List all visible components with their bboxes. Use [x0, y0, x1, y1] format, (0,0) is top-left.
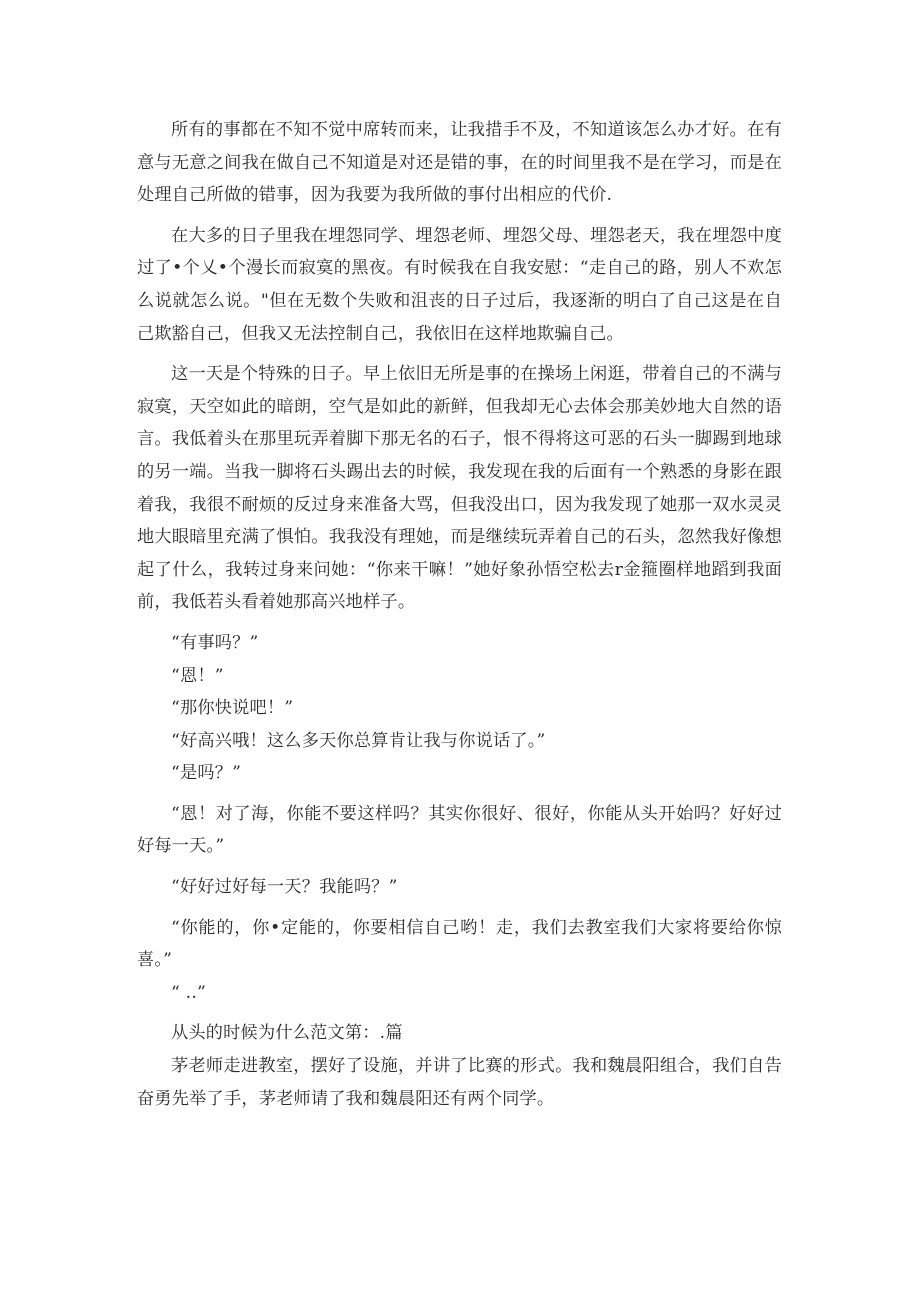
dialogue-line: “ ..”	[171, 982, 206, 1003]
dialogue-line: “恩！对了海，你能不要这样吗？其实你很好、很好，你能从头开始吗？好好过好每一天。”	[137, 803, 782, 857]
dialogue-line: “是吗？”	[171, 763, 242, 784]
document-body	[137, 114, 782, 1115]
section-heading: 从头的时候为什么范文第：.篇	[171, 1023, 403, 1044]
dialogue-line: “好好过好每一天？我能吗？”	[171, 877, 398, 898]
dialogue-line: “那你快说吧！”	[171, 698, 294, 719]
paragraph: 茅老师走进教室，摆好了设施，并讲了比赛的形式。我和魏晨阳组合，我们自告奋勇先举了手，茅老师请了我和魏晨阳还有两个同学。	[137, 1056, 782, 1109]
paragraph: 所有的事都在不知不觉中席转而来，让我措手不及，不知道该怎么办才好。在有意与无意之间我在做自己不知道是对还是错的事，在的时间里我不是在学习，而是在处理自己所做的错事，因为我要为我所做的事付出相应的代价.	[137, 120, 782, 206]
dialogue-line: “恩！”	[171, 665, 224, 686]
dialogue-line: “好高兴哦！这么多天你总算肯让我与你说话了。”	[171, 730, 546, 751]
dialogue-line: “有事吗？”	[171, 632, 259, 653]
dialogue-line: “你能的，你•定能的，你要相信自己哟！走，我们去教室我们大家将要给你惊喜。”	[137, 917, 782, 971]
paragraph: 这一天是个特殊的日子。早上依旧无所是事的在操场上闲逛，带着自己的不满与寂寞，天空如此的暗朗，空气是如此的新鲜，但我却无心去体会那美妙地大自然的语言。我低着头在那里玩弄着脚下那无名的石子，恨不得将这可恶的石头一脚踢到地球的另一端。当我一脚将石头踢出去的时候，我发现在我的后面有一个熟悉的身影在跟着我，我很不耐烦的反过身来准备大骂，但我没出口，因为我发现了她那一双水灵灵地大眼暗里充满了惧怕。我我没有理她，而是继续玩弄着自己的石头，忽然我好像想起了什么，我转过身来问她：“你来干嘛！”她好象孙悟空松去r金箍圈样地蹈到我面前，我低若头看着她那高兴地样子。	[137, 364, 782, 613]
paragraph: 在大多的日子里我在埋怨同学、埋怨老师、埋怨父母、埋怨老天，我在埋怨中度过了•个乂•个漫长而寂寞的黑夜。有时候我在自我安慰：“走自己的路，别人不欢怎么说就怎么说。"但在无数个失败和沮丧的日子过后，我逐渐的明白了自己这是在自己欺豁自己，但我又无法控制自己，我依旧在这样地欺骗自己。	[137, 225, 782, 344]
